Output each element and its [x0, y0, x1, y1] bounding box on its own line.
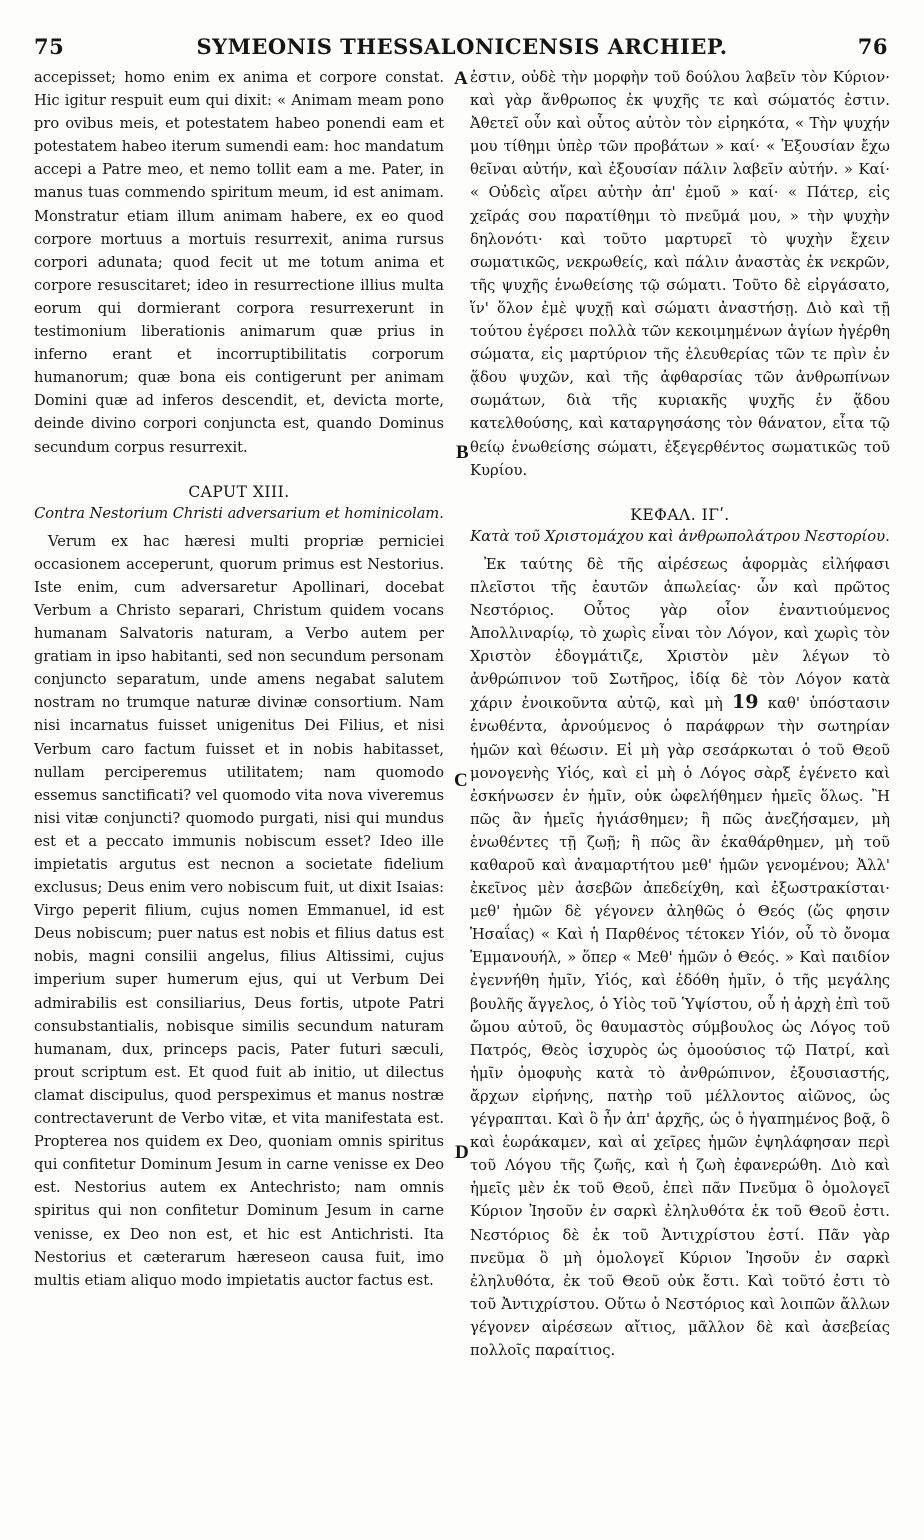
- page-number-right: 76: [857, 34, 888, 59]
- page-marker: 19: [732, 691, 759, 714]
- margin-letter-c: C: [454, 770, 468, 791]
- margin-letter-d: D: [455, 1142, 469, 1163]
- greek-chapter-subtitle: Κατὰ τοῦ Χριστομάχου καὶ ἀνθρωπολάτρου Νεστορίου.: [470, 527, 890, 545]
- latin-paragraph-1: accepisset; homo enim ex anima et corpore constat. Hic igitur respuit eum qui dixit: « Animam meam pono pro ovibus meis, et potestatem habeo ponendi eam et potestatem habeo iterum sumendi eam: hoc mandatum accepi a Patre meo, et nemo tollit eam a me. Pater, in manus tuas commendo spiritum meum, id est animam. Monstratur etiam illum animam habere, ex eo quod corpore mortuus a mortuis resurrexit, anima rursus corpori adunata; quod fecit ut me totum anima et corpore resuscitaret; ideo in resurrectione illius multa eorum qui dormierant corpora resurrexerunt in testimonium liberationis animarum quæ prius in inferno erant et incorruptibilitatis corporum humanorum; quæ bona eis contigerunt per animam Domini quæ ad inferos descendit, et, devicta morte, deinde divino corpori conjuncta est, quando Dominus secundum corpus resurrexit.: [34, 69, 444, 456]
- latin-chapter-subtitle: Contra Nestorium Christi adversarium et hominicolam.: [34, 504, 444, 522]
- running-title: SYMEONIS THESSALONICENSIS ARCHIEP.: [196, 34, 728, 59]
- latin-paragraph-2: Verum ex hac hæresi multi propriæ perniciei occasionem acceperunt, quorum primus est Nestorius. Iste enim, cum adversaretur Apollinari, docebat Verbum a Christo separari, Christum quidem vocans humanam Salvatoris naturam, a Verbo autem per gratiam in ipso habitanti, sed non secundum personam conjuncto separatum, unde amens negabat salutem nostram no trumque naturæ divinæ consortium. Nam nisi incarnatus fuisset unigenitus Dei Filius, et nisi Verbum caro factum fuisset et in nobis habitasset, nullam perciperemus utilitatem; nam quomodo essemus sanctificati? vel quomodo vita nova viveremus nisi vitæ conjuncti? quomodo purgati, nisi qui mundus est et a peccato immunis nobiscum esset? Ideo ille impietatis argutus est necnon a societate fidelium exclusus; Deus enim vero nobiscum fuit, ut dixit Isaias: Virgo peperit filium, cujus nomen Emmanuel, id est Deus nobiscum; puer natus est nobis et filius datus est nobis, magni consilii angelus, filius Altissimi, cujus imperium super humerum ejus, qui ut Verbum Dei admirabilis est consiliarius, Deus fortis, utpote Patri consubstantialis, nobisque similis secundum naturam humanam, dux, princeps pacis, Pater futuri sæculi, prout scriptum est. Et quod fuit ab initio, ut dilectus clamat discipulus, quod perspeximus et manus nostræ contrectaverunt de Verbo vitæ, et vita manifestata est. Propterea nos quidem ex Deo, quoniam omnis spiritus qui confitetur Dominum Jesum in carne venisse ex Deo est. Nestorius autem ex Antechristo; nam omnis spiritus qui non confitetur Dominum Jesum in carne venisse, ex Deo non est, et hic est Antichristi. Ita Nestorius et cæterarum hæreseon causa fuit, imo multis etiam aliquo modo impietatis auctor factus est.: [34, 532, 444, 1289]
- margin-letter-b: B: [456, 442, 469, 463]
- greek-paragraph-2: [470, 553, 890, 1362]
- greek-paragraph-2-part-b: καθ' ὑπόστασιν ἑνωθέντα, ἀρνούμενος ὁ παράφρων τὴν σωτηρίαν ἡμῶν καὶ θέωσιν. Εἰ μὴ γὰρ σεσάρκωται ὁ τοῦ Θεοῦ μονογενὴς Υἱός, καὶ εἰ μὴ ὁ Λόγος σὰρξ ἐγένετο καὶ ἐσκήνωσεν ἐν ἡμῖν, οὐκ ὠφελήθημεν ἡμεῖς ὅλως. Ἢ πῶς ἂν ἡμεῖς ἡγιάσθημεν; ἢ πῶς ἀνεζήσαμεν, μὴ ἑνωθέντες τῇ ζωῇ; ἢ πῶς ἂν ἐκαθάρθημεν, μὴ τοῦ καθαροῦ καὶ ἀναμαρτήτου μεθ' ἡμῶν γενομένου; Ἀλλ' ἐκεῖνος μὲν ἀσεβῶν ἀπεδείχθη, καὶ ἐξωστρακίσται· μεθ' ἡμῶν δὲ γέγονεν ἀληθῶς ὁ Θεός (ὥς φησιν Ἡσαΐας) « Καὶ ἡ Παρθένος τέτοκεν Υἱόν, οὗ τὸ ὄνομα Ἐμμανουήλ, » ὅπερ « Μεθ' ἡμῶν ὁ Θεός. » Καὶ παιδίον ἐγεννήθη ἡμῖν, Υἱός, καὶ ἐδόθη ἡμῖν, ὁ τῆς μεγάλης βουλῆς ἄγγελος, ὁ Υἱὸς τοῦ Ὑψίστου, οὗ ἡ ἀρχὴ ἐπὶ τοῦ ὤμου αὐτοῦ, ὃς θαυμαστὸς σύμβουλος ὡς Λόγος τοῦ Πατρός, Θεὸς ἰσχυρὸς ὡς ὁμοούσιος τῷ Πατρί, καὶ ἡμῖν ὁμοφυὴς κατὰ τὸ ἀνθρώπινον, ἐξουσιαστής, ἄρχων εἰρήνης, πατὴρ τοῦ μέλλοντος αἰῶνος, ὡς γέγραπται. Καὶ ὃ ἦν ἀπ' ἀρχῆς, ὡς ὁ ἠγαπημένος βοᾷ, ὃ καὶ ἑωράκαμεν, καὶ αἱ χεῖρες ἡμῶν ἐψηλάφησαν περὶ τοῦ Λόγου τῆς ζωῆς, καὶ ἡ ζωὴ ἐφανερώθη. Διὸ καὶ ἡμεῖς μὲν ἐκ τοῦ Θεοῦ, ἐπεὶ πᾶν Πνεῦμα ὃ ὁμολογεῖ Κύριον Ἰησοῦν ἐν σαρκὶ ἐληλυθότα ἐκ τοῦ Θεοῦ ἐστι. Νεστόριος δὲ ἐκ τοῦ Ἀντιχρίστου ἐστί. Πᾶν γὰρ πνεῦμα ὃ μὴ ὁμολογεῖ Κύριον Ἰησοῦν ἐν σαρκὶ ἐληλυθότα, ἐκ τοῦ Θεοῦ οὐκ ἔστι. Καὶ τοῦτό ἐστι τὸ τοῦ Ἀντιχρίστου. Οὕτω ὁ Νεστόριος καὶ λοιπῶν ἄλλων γέγονεν αἱρέσεων αἴτιος, μᾶλλον δὲ καὶ ἀσεβείας πολλοῖς παραίτιος.: [470, 695, 890, 1359]
- latin-chapter-heading: CAPUT XIII.: [188, 482, 290, 501]
- page-header: [30, 34, 894, 60]
- margin-letter-a: A: [454, 68, 468, 89]
- greek-chapter-heading: ΚΕΦΑΛ. ΙΓʹ.: [630, 505, 730, 524]
- greek-column: [470, 66, 890, 1362]
- page-number-left: 75: [34, 34, 65, 59]
- greek-paragraph-2-part-a: Ἐκ ταύτης δὲ τῆς αἱρέσεως ἀφορμὰς εἰλήφασι πλεῖστοι τῆς ἑαυτῶν ἀπωλείας· ὧν καὶ πρῶτος Νεστόριος. Οὗτος γὰρ οἷον ἐναντιούμενος Ἀπολλιναρίῳ, τὸ χωρὶς εἶναι τὸν Λόγον, καὶ χωρὶς τὸν Χριστὸν ἐδογμάτιζε, Χριστὸν μὲν λέγων τὸ ἀνθρώπινον τοῦ Σωτῆρος, ἰδίᾳ δὲ τὸν Λόγον κατὰ χάριν ἐνοικοῦντα αὐτῷ, καὶ μὴ: [470, 555, 890, 713]
- latin-column: [34, 66, 444, 1292]
- greek-paragraph-1: ἐστιν, οὐδὲ τὴν μορφὴν τοῦ δούλου λαβεῖν τὸν Κύριον· καὶ γὰρ ἄνθρωπος ἐκ ψυχῆς τε καὶ σώματός ἐστιν. Ἀθετεῖ οὖν καὶ οὗτος αὐτὸν τὸν εἰρηκότα, « Τὴν ψυχήν μου τίθημι ὑπὲρ τῶν προβάτων » καί· « Ἐξουσίαν ἔχω θεῖναι αὐτήν, καὶ ἐξουσίαν πάλιν λαβεῖν αὐτήν. » Καί· « Οὐδεὶς αἴρει αὐτὴν ἀπ' ἐμοῦ » καί· « Πάτερ, εἰς χεῖράς σου παρατίθημι τὸ πνεῦμά μου, » τὴν ψυχὴν δηλονότι· καὶ τοῦτο μαρτυρεῖ τὸ ψυχὴν ἔχειν σωματικῶς, νεκρωθείς, καὶ πάλιν ἀναστὰς ἐκ νεκρῶν, τῆς ψυχῆς ἑνωθείσης τῷ σώματι. Τοῦτο δὲ εἰργάσατο, ἵν' ὅλον ἐμὲ ψυχῇ καὶ σώματι ἀναστήσῃ. Διὸ καὶ τῇ τούτου ἐγέρσει πολλὰ τῶν κεκοιμημένων ἁγίων ἠγέρθη σώματα, εἰς μαρτύριον τῆς ἐλευθερίας τῶν τε πρὶν ἐν ᾅδου ψυχῶν, καὶ τῆς ἀφθαρσίας τῶν ἀνθρωπίνων σωμάτων, διὰ τῆς κυριακῆς ψυχῆς ἐν ᾅδου κατελθούσης, καὶ καταργησάσης τὸν θάνατον, εἶτα τῷ θείῳ ἑνωθείσης σώματι, ἐξεγερθέντος σωματικῶς τοῦ Κυρίου.: [470, 69, 890, 479]
